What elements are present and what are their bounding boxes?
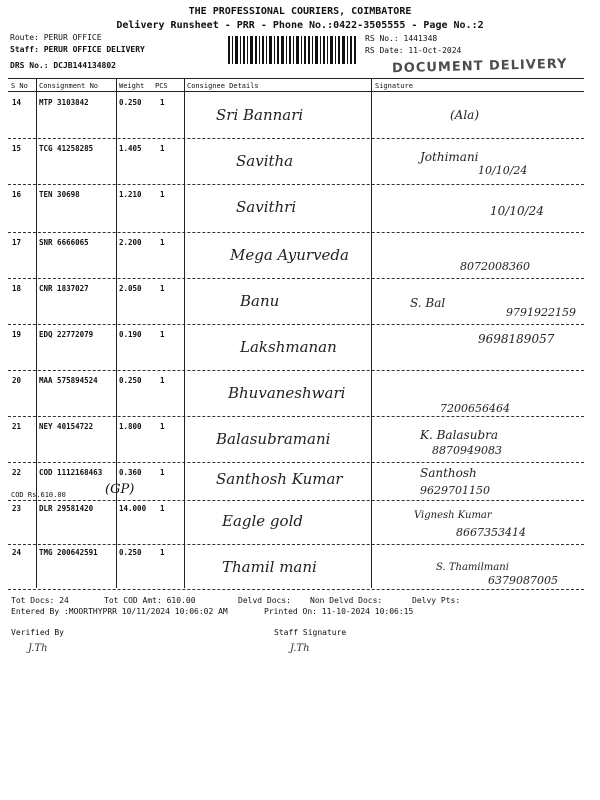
non-delivered-docs: Non Delvd Docs: xyxy=(310,596,383,605)
table-header-rule xyxy=(8,91,584,92)
row-signature: Jothimani xyxy=(420,150,479,164)
row-weight: 0.360 xyxy=(119,468,142,477)
col-header-sno: S No xyxy=(11,82,28,90)
entered-by: Entered By :MOORTHYPRR 10/11/2024 10:06:02 AM xyxy=(11,607,228,616)
row-consignee-name: Thamil mani xyxy=(222,558,317,576)
row-pcs: 1 xyxy=(160,504,165,513)
table-row xyxy=(0,94,600,140)
row-pcs: 1 xyxy=(160,190,165,199)
row-consignee-name: Santhosh Kumar xyxy=(216,470,343,488)
table-row xyxy=(0,500,600,546)
row-sno: 20 xyxy=(12,376,22,385)
row-sno: 23 xyxy=(12,504,22,513)
row-divider xyxy=(8,138,584,139)
row-consignment-no: TCG 41258285 xyxy=(39,144,94,153)
row-signature-note: 9791922159 xyxy=(506,306,576,319)
row-consignee-name: Banu xyxy=(240,292,280,310)
delivery-points: Delvy Pts: xyxy=(412,596,461,605)
staff-signature-label: Staff Signature xyxy=(274,628,347,637)
row-consignment-no: MAA 575894524 xyxy=(39,376,98,385)
row-signature-note: 6379087005 xyxy=(488,574,558,587)
row-consignment-no: MTP 3103842 xyxy=(39,98,89,107)
row-signature: 9698189057 xyxy=(478,332,555,346)
row-divider xyxy=(8,324,584,325)
row-sno: 15 xyxy=(12,144,22,153)
row-sno: 24 xyxy=(12,548,22,557)
printed-on: Printed On: 11-10-2024 10:06:15 xyxy=(264,607,414,616)
verified-by-label: Verified By xyxy=(11,628,64,637)
col-header-signature: Signature xyxy=(375,82,413,90)
row-signature-note: 9629701150 xyxy=(420,484,490,497)
col-header-weight: Weight xyxy=(119,82,145,90)
row-consignee-name: Mega Ayurveda xyxy=(230,246,349,264)
row-signature: S. Thamilmani xyxy=(436,562,509,573)
document-delivery-stamp: DOCUMENT DELIVERY xyxy=(391,56,568,77)
row-weight: 1.210 xyxy=(119,190,142,199)
barcode-image xyxy=(228,36,358,64)
staff-label: Staff: PERUR OFFICE DELIVERY xyxy=(10,45,145,54)
row-pcs: 1 xyxy=(160,548,165,557)
row-signature: Santhosh xyxy=(420,466,477,480)
row-weight: 0.250 xyxy=(119,548,142,557)
row-consignment-no: DLR 29581420 xyxy=(39,504,94,513)
row-weight: 2.050 xyxy=(119,284,142,293)
row-sno: 17 xyxy=(12,238,22,247)
row-pcs: 1 xyxy=(160,144,165,153)
row-pcs: 1 xyxy=(160,468,165,477)
table-row xyxy=(0,186,600,232)
row-divider xyxy=(8,278,584,279)
row-consignee-name: Savitha xyxy=(236,152,294,170)
row-sno: 22 xyxy=(12,468,22,477)
drs-number: DRS No.: DCJB144134802 xyxy=(10,61,116,70)
row-consignee-name: Savithri xyxy=(236,198,297,216)
row-signature-note: 8072008360 xyxy=(460,260,530,273)
table-row xyxy=(0,418,600,464)
row-divider xyxy=(8,462,584,463)
row-consignment-no: EDQ 22772079 xyxy=(39,330,94,339)
table-top-rule xyxy=(8,78,584,79)
row-weight: 0.250 xyxy=(119,98,142,107)
row-pcs: 1 xyxy=(160,422,165,431)
table-row xyxy=(0,234,600,280)
col-header-pcs: PCS xyxy=(155,82,168,90)
cod-initial-mark: (GP) xyxy=(105,482,135,497)
row-signature: S. Bal xyxy=(410,296,446,310)
row-consignment-no: COD 1112168463 xyxy=(39,468,103,477)
row-weight: 1.405 xyxy=(119,144,142,153)
row-consignee-name: Balasubramani xyxy=(216,430,331,448)
row-weight: 14.000 xyxy=(119,504,147,513)
cod-amount: COD Rs.610.00 xyxy=(11,491,66,499)
row-pcs: 1 xyxy=(160,330,165,339)
total-cod-amount: Tot COD Amt: 610.00 xyxy=(104,596,196,605)
row-signature: 10/10/24 xyxy=(490,204,544,218)
row-signature-note: 8870949083 xyxy=(432,444,502,457)
rs-number: RS No.: 1441348 xyxy=(365,34,438,43)
row-divider xyxy=(8,416,584,417)
row-pcs: 1 xyxy=(160,284,165,293)
row-consignment-no: CNR 1837027 xyxy=(39,284,89,293)
row-signature: Vignesh Kumar xyxy=(414,510,492,521)
table-row xyxy=(0,326,600,372)
row-pcs: 1 xyxy=(160,238,165,247)
col-header-consignment: Consignment No xyxy=(39,82,99,90)
runsheet-title: Delivery Runsheet - PRR - Phone No.:0422-3505555 - Page No.:2 xyxy=(116,20,484,31)
rs-date: RS Date: 11-Oct-2024 xyxy=(365,46,462,55)
row-weight: 2.200 xyxy=(119,238,142,247)
row-consignee-name: Sri Bannari xyxy=(216,106,304,124)
verified-initials: J.Th xyxy=(28,643,48,654)
route-label: Route: PERUR OFFICE xyxy=(10,33,102,42)
total-docs: Tot Docs: 24 xyxy=(11,596,69,605)
table-row xyxy=(0,372,600,418)
table-row xyxy=(0,140,600,186)
row-consignment-no: SNR 6666065 xyxy=(39,238,89,247)
company-title: THE PROFESSIONAL COURIERS, COIMBATORE xyxy=(188,6,412,17)
staff-initials: J.Th xyxy=(290,643,310,654)
row-divider xyxy=(8,232,584,233)
row-sno: 16 xyxy=(12,190,22,199)
row-weight: 0.190 xyxy=(119,330,142,339)
row-sno: 21 xyxy=(12,422,22,431)
row-weight: 1.800 xyxy=(119,422,142,431)
row-sno: 18 xyxy=(12,284,22,293)
row-pcs: 1 xyxy=(160,376,165,385)
row-weight: 0.250 xyxy=(119,376,142,385)
row-consignment-no: TMG 200642591 xyxy=(39,548,98,557)
table-row xyxy=(0,544,600,590)
delivered-docs: Delvd Docs: xyxy=(238,596,291,605)
row-signature-note: 8667353414 xyxy=(456,526,526,539)
row-signature-note: 10/10/24 xyxy=(478,164,528,177)
row-consignee-name: Eagle gold xyxy=(222,512,303,530)
row-signature: (Ala) xyxy=(450,108,480,122)
row-signature-note: 7200656464 xyxy=(440,402,510,415)
row-sno: 19 xyxy=(12,330,22,339)
row-consignment-no: TEN 30698 xyxy=(39,190,80,199)
row-sno: 14 xyxy=(12,98,22,107)
row-consignee-name: Bhuvaneshwari xyxy=(228,384,346,402)
col-header-consignee: Consignee Details xyxy=(187,82,259,90)
row-consignee-name: Lakshmanan xyxy=(240,338,337,356)
row-consignment-no: NEY 40154722 xyxy=(39,422,94,431)
row-divider xyxy=(8,184,584,185)
table-bottom-rule xyxy=(8,589,584,590)
row-pcs: 1 xyxy=(160,98,165,107)
row-signature: K. Balasubra xyxy=(420,428,499,442)
row-divider xyxy=(8,370,584,371)
table-row xyxy=(0,280,600,326)
